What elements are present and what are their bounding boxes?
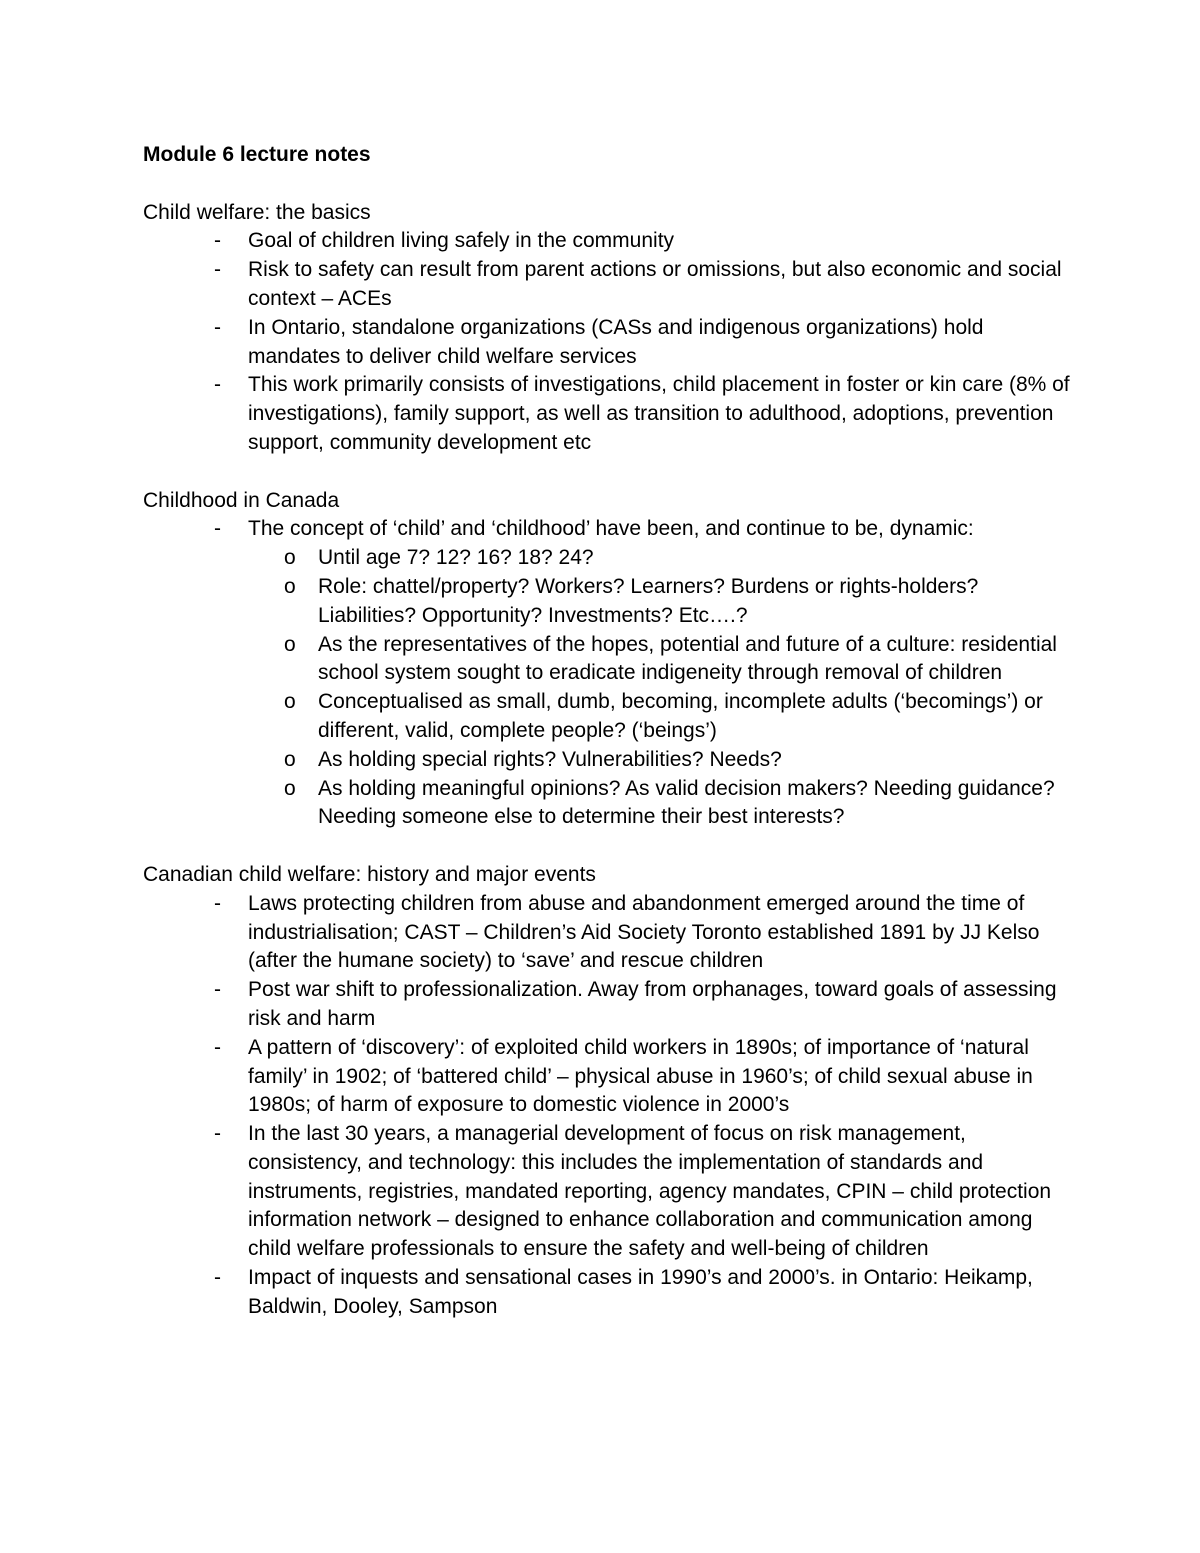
sub-list-item-text: As holding special rights? Vulnerabilities? Needs? (318, 747, 782, 771)
bullet-list (143, 515, 1070, 832)
list-item (214, 1034, 1070, 1120)
section-heading: Childhood in Canada (143, 488, 340, 512)
list-item (214, 1120, 1070, 1264)
list-item-text: Impact of inquests and sensational cases in 1990’s and 2000’s. in Ontario: Heikamp, Baldwin, Dooley, Sampson (248, 1266, 1033, 1318)
list-item (214, 515, 1070, 832)
dash-bullet: - (214, 229, 221, 253)
list-item-text: This work primarily consists of investigations, child placement in foster or kin care (8% of investigations), family support, as well as transition to adulthood, adoptions, prevention support, community development etc (248, 373, 1070, 454)
list-item-text: Risk to safety can result from parent actions or omissions, but also economic and social context – ACEs (248, 258, 1062, 310)
section-child-welfare-basics (143, 199, 1070, 458)
list-item-text: In the last 30 years, a managerial development of focus on risk management, consistency, and technology: this includes the implementation of standards and instruments, registries, mandated reporting, agency mandates, CPIN – child protection information network – designed to enhance collaboration and communication among child welfare professionals to ensure the safety and well-being of children (248, 1122, 1052, 1261)
document-title: Module 6 lecture notes (143, 143, 371, 166)
dash-bullet: - (214, 1266, 221, 1290)
circle-bullet: o (284, 546, 296, 570)
sub-list-item (284, 688, 1070, 746)
list-item-text: In Ontario, standalone organizations (CASs and indigenous organizations) hold mandates to deliver child welfare services (248, 315, 984, 368)
list-item-text: Goal of children living safely in the community (248, 229, 675, 253)
sub-list-item-text: Conceptualised as small, dumb, becoming, incomplete adults (‘becomings’) or different, valid, complete people? (‘beings’) (318, 690, 1043, 742)
list-item (214, 256, 1070, 314)
list-item (214, 890, 1070, 976)
sub-list-item (284, 631, 1070, 689)
list-item-text: The concept of ‘child’ and ‘childhood’ have been, and continue to be, dynamic: (248, 517, 974, 541)
section-childhood-in-canada (143, 487, 1070, 833)
dash-bullet: - (214, 315, 221, 339)
list-item (214, 314, 1070, 372)
list-item (214, 227, 1070, 256)
circle-bullet: o (284, 747, 296, 771)
circle-bullet: o (284, 574, 296, 598)
section-canadian-child-welfare-history (143, 861, 1070, 1322)
list-item-text: Laws protecting children from abuse and abandonment emerged around the time of industrialisation; CAST – Children’s Aid Society Toronto established 1891 by JJ Kelso (after the humane society) to ‘save’ and rescue children (248, 891, 1040, 973)
dash-bullet: - (214, 1122, 221, 1146)
dash-bullet: - (214, 978, 221, 1002)
bullet-list (143, 890, 1070, 1322)
section-heading: Canadian child welfare: history and major events (143, 862, 596, 886)
dash-bullet: - (214, 1035, 221, 1059)
dash-bullet: - (214, 373, 221, 397)
sub-list-item (284, 775, 1070, 833)
sub-list-item-text: As holding meaningful opinions? As valid decision makers? Needing guidance? Needing someone else to determine their best interests? (318, 776, 1055, 829)
sub-list-item (284, 544, 1070, 573)
dash-bullet: - (214, 517, 221, 541)
list-item (214, 1264, 1070, 1322)
circle-bullet: o (284, 690, 296, 714)
circle-bullet: o (284, 776, 296, 800)
sub-bullet-list (248, 544, 1070, 832)
list-item-text: Post war shift to professionalization. Away from orphanages, toward goals of assessing risk and harm (248, 978, 1057, 1030)
circle-bullet: o (284, 632, 296, 656)
dash-bullet: - (214, 258, 221, 282)
sub-list-item (284, 573, 1070, 631)
sub-list-item (284, 746, 1070, 775)
list-item-text: A pattern of ‘discovery’: of exploited child workers in 1890s; of importance of ‘natural family’ in 1902; of ‘battered child’ – physical abuse in 1960’s; of child sexual abuse in 1980s; of harm of exposure to domestic violence in 2000’s (248, 1035, 1033, 1117)
sub-list-item-text: As the representatives of the hopes, potential and future of a culture: residential school system sought to eradicate indigeneity through removal of children (318, 632, 1057, 685)
list-item (214, 976, 1070, 1034)
bullet-list (143, 227, 1070, 457)
sub-list-item-text: Until age 7? 12? 16? 18? 24? (318, 546, 594, 570)
sub-list-item-text: Role: chattel/property? Workers? Learners? Burdens or rights-holders? Liabilities? Opportunity? Investments? Etc….? (318, 574, 979, 627)
dash-bullet: - (214, 891, 221, 915)
list-item (214, 371, 1070, 457)
section-heading: Child welfare: the basics (143, 200, 371, 224)
